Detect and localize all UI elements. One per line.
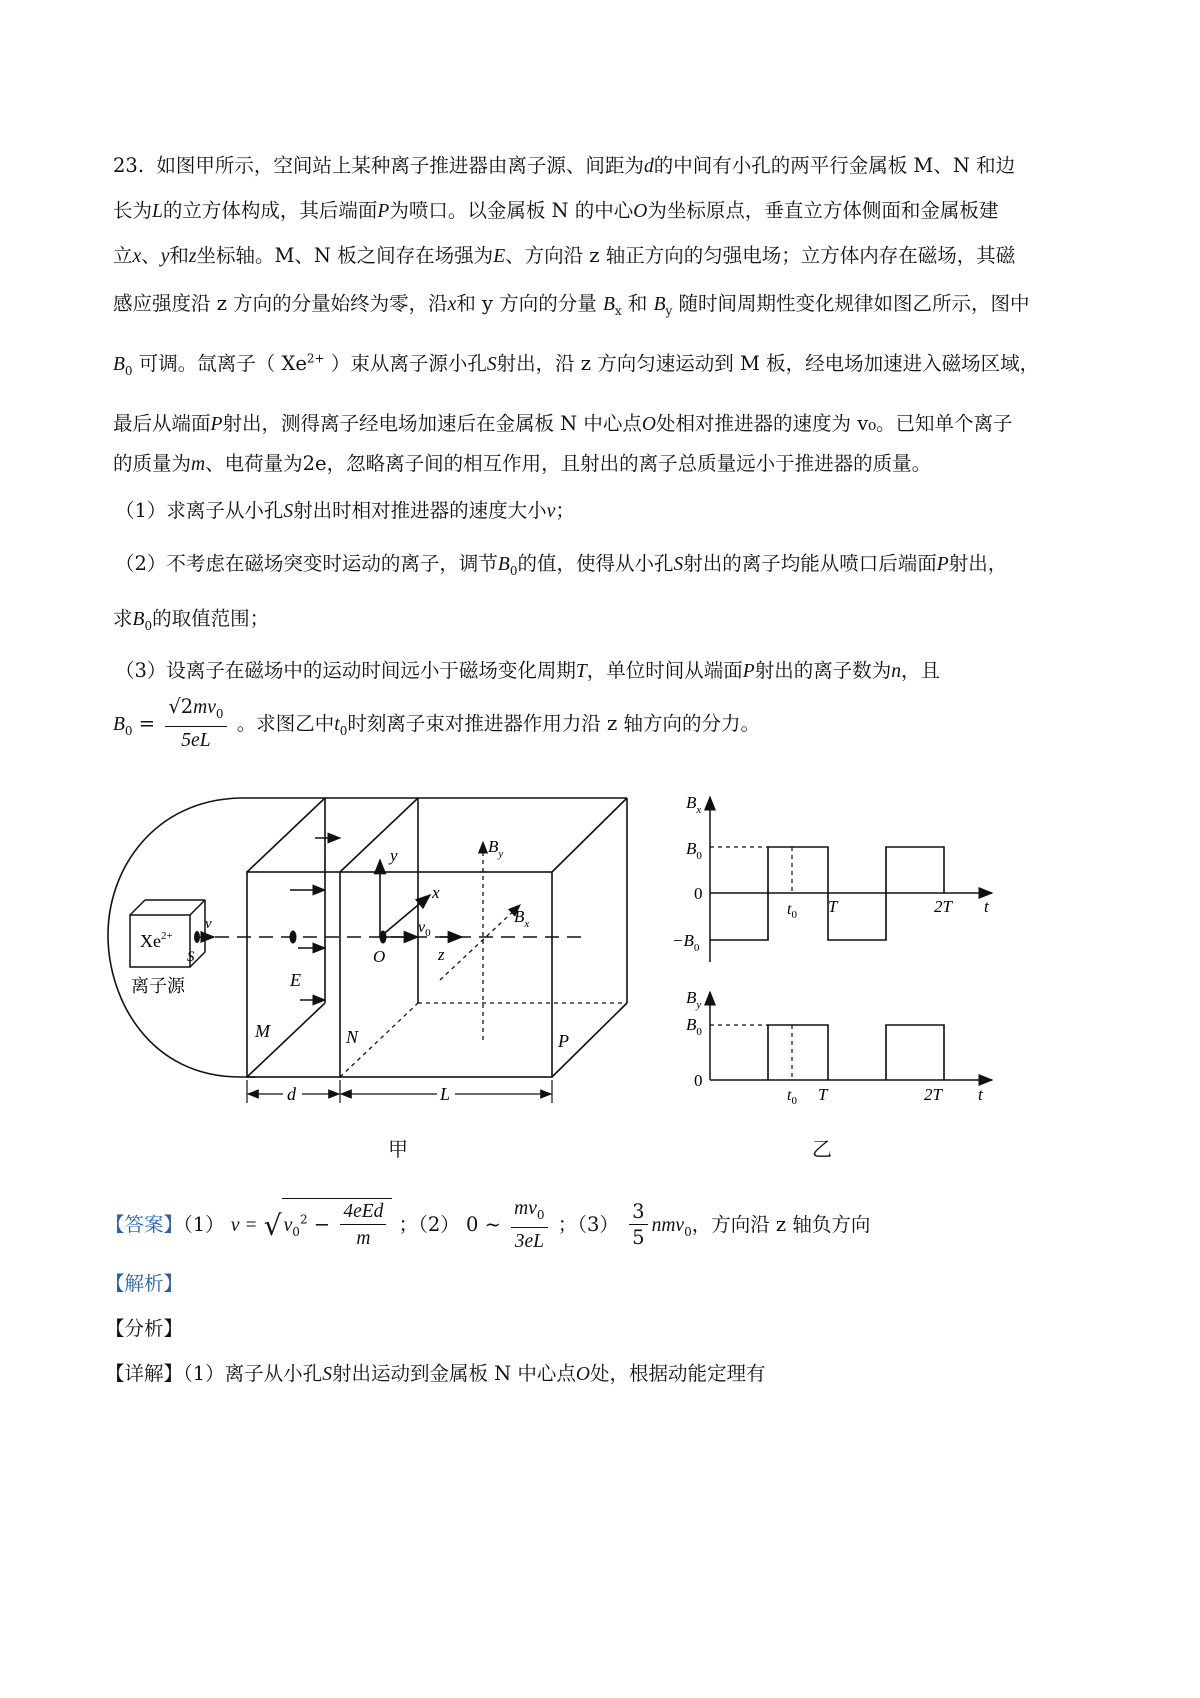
fenxi-tag: 【分析】	[105, 1317, 184, 1340]
label-v: v	[205, 916, 212, 932]
label-E: E	[290, 970, 301, 990]
xiangjie-line: 【详解】（1）离子从小孔S射出运动到金属板 N 中心点O处，根据动能定理有	[105, 1362, 766, 1385]
figure-jia	[100, 790, 660, 1120]
yi-bottom-axis-label: $B_y$	[686, 988, 702, 1011]
yi-bottom-B0: $B_0$	[686, 1015, 702, 1038]
xe-label: $Xe^{2+}$	[140, 930, 173, 951]
question-number: 23.	[113, 154, 145, 177]
subquestion-2: （2）不考虑在磁场突变时运动的离子，调节$B_0$的值，使得从小孔S射出的离子均能从喷口后端面P射出，	[115, 552, 1008, 578]
label-S: S	[187, 949, 195, 965]
label-N: N	[346, 1027, 359, 1047]
b0-fraction: $\frac{√2mv_0}{5eL}$	[165, 695, 226, 754]
label-v0: $v_0$	[418, 919, 431, 939]
question-line-5: $B_0$ 可调。氙离子（ $Xe^{2+}$ ）束从离子源小孔S射出，沿 z 方向匀速运动到 M 板，经电场加速进入磁场区域，	[113, 351, 1040, 378]
question-line-4: 感应强度沿 z 方向的分量始终为零，沿x和 y 方向的分量 $B_x$ 和 $B_y$ 随时间周期性变化规律如图乙所示，图中	[113, 292, 1030, 318]
label-x-axis: x	[432, 883, 440, 902]
label-M: M	[255, 1021, 270, 1041]
answer-2-fraction: $\frac{mv_0}{3eL}$	[511, 1196, 547, 1255]
dim-d: d	[287, 1084, 296, 1104]
yi-top-axis-label: $B_x$	[686, 793, 702, 816]
question-line-2: 长为L的立方体构成，其后端面P为喷口。以金属板 N 的中心O为坐标原点，垂直立方体侧面和金属板建	[113, 199, 999, 222]
subquestion-1: （1）求离子从小孔S射出时相对推进器的速度大小v；	[115, 499, 575, 522]
yi-top-negB0: $-B_0$	[672, 931, 700, 954]
label-y-axis: y	[390, 846, 398, 865]
answer-line: 【答案】（1） v = √ $v_0^2$ − $\frac{\text{4eEd}}{m}$ ；（2） 0 ~ $\frac{mv_0}{3eL}$ ；（3） $\frac{3}{5}$ nmv$_0$，方向沿 z 轴负方向	[105, 1196, 870, 1255]
yi-top-T: T	[828, 897, 838, 916]
analysis-tag: 【解析】	[105, 1272, 184, 1295]
label-P: P	[558, 1031, 569, 1051]
caption-yi: 乙	[812, 1137, 832, 1161]
subquestion-3: （3）设离子在磁场中的运动时间远小于磁场变化周期T，单位时间从端面P射出的离子数为n，且	[115, 659, 940, 682]
caption-jia: 甲	[388, 1137, 408, 1161]
dim-L: L	[440, 1084, 451, 1104]
subquestion-2-cont: 求$B_0$的取值范围；	[113, 607, 270, 633]
question-line-1: 23. 如图甲所示，空间站上某种离子推进器由离子源、间距为d的中间有小孔的两平行金属板 M、N 和边	[113, 154, 1016, 177]
figure-yi	[670, 790, 1000, 1120]
label-z-axis: z	[438, 945, 445, 964]
yi-top-2T: 2T	[934, 897, 952, 916]
question-line-3: 立x、y和z坐标轴。M、N 板之间存在场强为E、方向沿 z 轴正方向的匀强电场；立方体内存在磁场，其磁	[113, 244, 1016, 267]
label-By: $B_y$	[488, 837, 504, 860]
yi-bottom-t0: $t_0$	[787, 1087, 797, 1107]
subquestion-3-formula: $B_0$ = $\frac{√2mv_0}{5eL}$ 。求图乙中$t_0$时刻离子束对推进器作用力沿 z 轴方向的分力。	[113, 695, 760, 754]
yi-top-B0: $B_0$	[686, 839, 702, 862]
yi-bottom-t: t	[978, 1085, 983, 1104]
yi-bottom-T: T	[818, 1085, 828, 1104]
yi-bottom-pulse-2	[886, 1025, 944, 1080]
question-line-7: 的质量为m、电荷量为2e，忽略离子间的相互作用，且射出的离子总质量远小于推进器的质量。	[113, 452, 932, 475]
answer-3-fraction: $\frac{3}{5}$	[629, 1200, 647, 1251]
yi-top-t0: $t_0$	[787, 901, 797, 921]
yi-bottom-2T: 2T	[924, 1085, 942, 1104]
question-line-6: 最后从端面P射出，测得离子经电场加速后在金属板 N 中心点O处相对推进器的速度为 v₀。已知单个离子	[113, 412, 1013, 435]
ion-source-label: 离子源	[131, 976, 185, 996]
yi-bottom-pulse-1	[768, 1025, 828, 1080]
yi-bottom-zero: 0	[694, 1071, 703, 1090]
label-Bx: $B_x$	[514, 907, 530, 930]
answer-1-radical: $v_0^2$ − $\frac{\text{4eEd}}{m}$	[282, 1198, 393, 1252]
yi-top-t: t	[984, 897, 989, 916]
answer-tag: 【答案】	[105, 1212, 184, 1236]
yi-top-zero: 0	[694, 884, 703, 903]
label-O: O	[373, 947, 386, 966]
